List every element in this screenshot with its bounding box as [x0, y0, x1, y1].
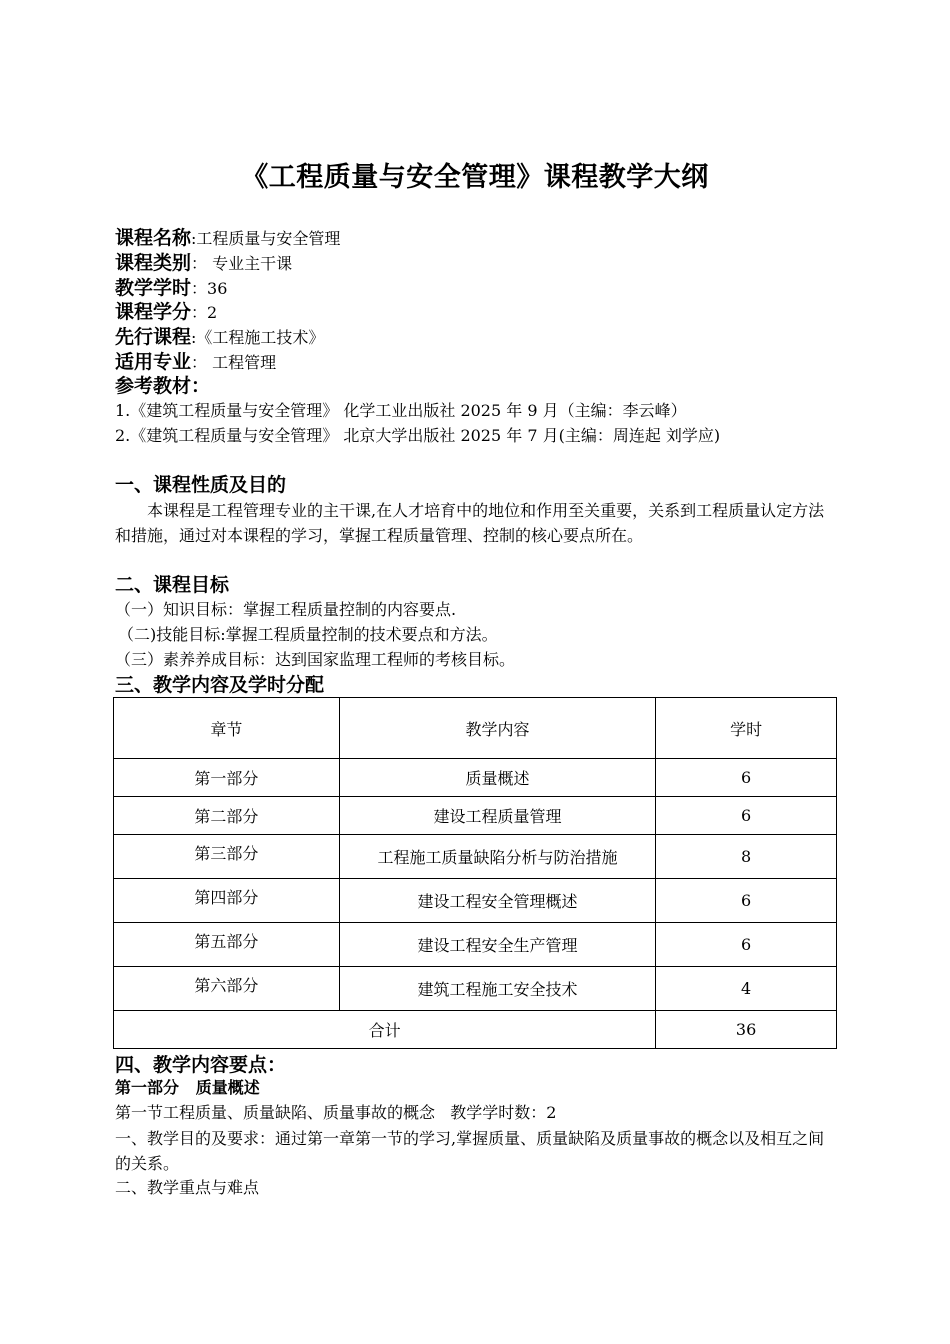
- section-heading-key-points: 四、教学内容要点：: [115, 1054, 287, 1076]
- course-credits-value: ：2: [191, 303, 218, 322]
- table-row: [114, 923, 837, 967]
- header-hours: 学时: [656, 698, 837, 759]
- objective-item: （一）知识目标：掌握工程质量控制的内容要点.: [115, 600, 457, 619]
- course-name-label: 课程名称: [115, 227, 192, 249]
- part-title: 第一部分 质量概述: [115, 1078, 260, 1097]
- table-row: [114, 797, 837, 835]
- key-difficult-points: 二、教学重点与难点: [115, 1178, 260, 1197]
- table-row: [114, 967, 837, 1011]
- cell-content: 工程施工质量缺陷分析与防治措施: [339, 835, 656, 879]
- course-category-row: [115, 251, 292, 276]
- course-category-label: 课程类别: [115, 252, 192, 274]
- table-row: [114, 879, 837, 923]
- course-name-row: [115, 226, 340, 251]
- cell-chapter: 第三部分: [114, 835, 340, 879]
- course-credits-label: 课程学分: [115, 301, 192, 323]
- cell-content: 建设工程安全管理概述: [339, 879, 656, 923]
- total-hours: 36: [656, 1011, 837, 1049]
- cell-hours: 6: [656, 759, 837, 797]
- course-category-value: ： 专业主干课: [191, 254, 293, 273]
- prerequisite-row: [115, 325, 324, 350]
- cell-hours: 8: [656, 835, 837, 879]
- hours-allocation-table: [113, 697, 837, 1049]
- cell-hours: 6: [656, 797, 837, 835]
- textbook-colon: ：: [191, 375, 211, 397]
- total-label: 合计: [114, 1011, 656, 1049]
- cell-content: 建设工程安全生产管理: [339, 923, 656, 967]
- document-title: 《工程质量与安全管理》课程教学大纲: [241, 162, 709, 193]
- cell-hours: 6: [656, 923, 837, 967]
- table-row: [114, 835, 837, 879]
- objective-item: （二)技能目标:掌握工程质量控制的技术要点和方法。: [118, 625, 498, 644]
- textbook-item: 1.《建筑工程质量与安全管理》 化学工业出版社 2025 年 9 月（主编：李云峰）: [115, 401, 687, 420]
- cell-chapter: 第四部分: [114, 879, 340, 923]
- cell-hours: 6: [656, 879, 837, 923]
- cell-content: 建设工程质量管理: [339, 797, 656, 835]
- teaching-objective: 一、教学目的及要求：通过第一章第一节的学习,掌握质量、质量缺陷及质量事故的概念以及相互之间的关系。: [115, 1129, 825, 1173]
- textbook-item: 2.《建筑工程质量与安全管理》 北京大学出版社 2025 年 7 月(主编：周连起 刘学应): [115, 426, 721, 445]
- header-content: 教学内容: [339, 698, 656, 759]
- applicable-major-row: [115, 350, 276, 375]
- prerequisite-value: :《工程施工技术》: [191, 328, 325, 347]
- applicable-major-label: 适用专业: [115, 351, 192, 373]
- cell-chapter: 第二部分: [114, 797, 340, 835]
- prerequisite-label: 先行课程: [115, 326, 192, 348]
- textbook-label: 参考教材: [115, 375, 192, 397]
- teaching-hours-label: 教学学时: [115, 277, 192, 299]
- table-row: [114, 759, 837, 797]
- course-name-value: :工程质量与安全管理: [191, 229, 341, 248]
- cell-content: 建筑工程施工安全技术: [339, 967, 656, 1011]
- section-body-nature: 本课程是工程管理专业的主干课,在人才培育中的地位和作用至关重要，关系到工程质量认定方法和措施，通过对本课程的学习，掌握工程质量管理、控制的核心要点所在。: [115, 501, 825, 545]
- section-heading-nature: 一、课程性质及目的: [115, 474, 287, 496]
- table-total-row: [114, 1011, 837, 1049]
- section-heading-objectives: 二、课程目标: [115, 574, 230, 596]
- course-credits-row: [115, 300, 217, 325]
- cell-chapter: 第五部分: [114, 923, 340, 967]
- textbook-row: [115, 374, 210, 399]
- cell-hours: 4: [656, 967, 837, 1011]
- cell-content: 质量概述: [339, 759, 656, 797]
- table-header-row: [114, 698, 837, 759]
- cell-chapter: 第一部分: [114, 759, 340, 797]
- cell-chapter: 第六部分: [114, 967, 340, 1011]
- teaching-hours-value: ：36: [191, 279, 228, 298]
- applicable-major-value: ： 工程管理: [191, 353, 277, 372]
- header-chapter: 章节: [114, 698, 340, 759]
- objective-item: （三）素养养成目标：达到国家监理工程师的考核目标。: [115, 650, 516, 669]
- teaching-hours-row: [115, 276, 227, 301]
- section-heading-allocation: 三、教学内容及学时分配: [115, 674, 325, 696]
- lesson-line: 第一节工程质量、质量缺陷、质量事故的概念 教学学时数：2: [115, 1103, 557, 1122]
